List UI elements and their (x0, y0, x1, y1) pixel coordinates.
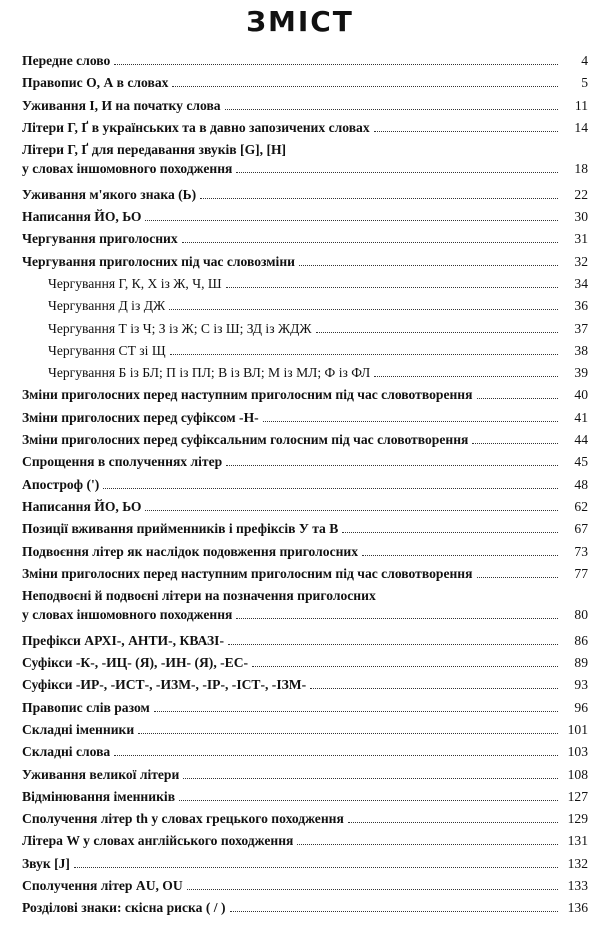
toc-entry-label: Зміни приголосних перед наступним приголосним під час словотворення (22, 387, 473, 403)
toc-entry[interactable] (22, 117, 588, 139)
toc-entry-page: 11 (574, 97, 588, 113)
dot-leader (310, 677, 558, 689)
dot-leader (348, 811, 558, 823)
dot-leader (183, 767, 558, 779)
dot-leader (138, 722, 558, 734)
dot-leader (230, 900, 559, 912)
toc-entry-page: 93 (574, 677, 588, 693)
toc-subentry[interactable] (22, 362, 588, 384)
dot-leader (263, 410, 558, 422)
toc-entry-label: Складні слова (22, 744, 111, 760)
dot-leader (374, 120, 558, 132)
dot-leader (145, 209, 558, 221)
toc-entry-page: 30 (574, 209, 588, 225)
toc-entry[interactable] (22, 853, 588, 875)
toc-entry-page: 136 (567, 900, 588, 916)
dot-leader (477, 566, 559, 578)
toc-entry[interactable] (22, 139, 588, 184)
toc-entry-label-continued: у словах іншомовного походження (22, 161, 233, 177)
toc-entry-page: 133 (567, 877, 588, 893)
toc-entry[interactable] (22, 184, 588, 206)
dot-leader (226, 454, 558, 466)
toc-entry-label: Літера W у словах англійського походження (22, 833, 294, 849)
toc-entry[interactable] (22, 407, 588, 429)
page-title: ЗМІСТ (246, 5, 354, 38)
toc-entry-page: 48 (574, 476, 588, 492)
toc-entry-page: 5 (581, 75, 588, 91)
dot-leader (374, 365, 558, 377)
toc-entry-page: 103 (567, 744, 588, 760)
dot-leader (472, 432, 558, 444)
toc-entry-label: Передне слово (22, 53, 111, 68)
toc-entry-label: Чергування Т із Ч; З із Ж; С із Ш; ЗД із ЖДЖ (48, 320, 312, 336)
toc-entry-label: Правопис О, А в словах (22, 75, 169, 91)
toc-entry-label: Уживання м'якого знака (Ь) (22, 186, 197, 202)
toc-entry[interactable] (22, 697, 588, 719)
toc-entry-label: Спрощення в сполученнях літер (22, 454, 223, 470)
toc-entry-page: 77 (574, 565, 588, 581)
toc-entry-page: 31 (574, 231, 588, 247)
toc-entry-page: 22 (574, 186, 588, 202)
dot-leader (145, 499, 558, 511)
toc-entry-label: Написання ЙО, ЬО (22, 498, 142, 514)
toc-entry-label: Зміни приголосних перед суфіксальним голосним під час словотворення (22, 432, 469, 448)
dot-leader (170, 343, 558, 355)
toc-entry-page: 34 (574, 275, 588, 291)
dot-leader (316, 321, 558, 333)
toc-entry-label: Позиції вживання прийменників і префіксів У та В (22, 521, 339, 537)
toc-entry[interactable] (22, 474, 588, 496)
toc-entry-label: Чергування Б із БЛ; П із ПЛ; В із ВЛ; М із МЛ; Ф із ФЛ (48, 365, 371, 381)
toc-entry[interactable] (22, 719, 588, 741)
toc-entry[interactable] (22, 541, 588, 563)
toc-entry[interactable] (22, 206, 588, 228)
toc-entry[interactable] (22, 630, 588, 652)
toc-entry-page: 62 (574, 498, 588, 514)
toc-entry-label: Звук [J] (22, 855, 70, 871)
toc-subentry[interactable] (22, 273, 588, 295)
toc-entry[interactable] (22, 429, 588, 451)
table-of-contents (22, 50, 588, 920)
toc-entry-label: Подвоєння літер як наслідок подовження приголосних (22, 543, 359, 559)
toc-entry-label: Суфікси -ИР-, -ИСТ-, -ИЗМ-, -ІР-, -ІСТ-, -ІЗМ- (22, 677, 307, 693)
toc-entry[interactable] (22, 585, 588, 630)
dot-leader (252, 655, 558, 667)
toc-entry-page: 32 (574, 253, 588, 269)
toc-entry-page: 101 (567, 721, 588, 737)
toc-entry[interactable] (22, 830, 588, 852)
toc-entry[interactable] (22, 518, 588, 540)
toc-entry[interactable] (22, 875, 588, 897)
dot-leader (74, 856, 558, 868)
dot-leader (342, 521, 558, 533)
toc-entry-label: Чергування приголосних (22, 231, 178, 247)
toc-entry-label: Зміни приголосних перед наступним приголосним під час словотворення (22, 565, 473, 581)
dot-leader (172, 75, 558, 87)
toc-entry[interactable] (22, 652, 588, 674)
dot-leader (477, 387, 559, 399)
toc-entry-label: Складні іменники (22, 721, 135, 737)
toc-entry[interactable] (22, 251, 588, 273)
toc-entry[interactable] (22, 228, 588, 250)
toc-subentry[interactable] (22, 318, 588, 340)
toc-entry-page: 4 (581, 53, 588, 68)
toc-entry-label: Чергування Д із ДЖ (48, 298, 166, 314)
toc-entry-page: 40 (574, 387, 588, 403)
dot-leader (236, 607, 558, 619)
toc-entry-page: 39 (574, 365, 588, 381)
toc-entry-page: 67 (574, 521, 588, 537)
toc-entry-label: Неподвоєні й подвоєні літери на позначення приголосних (22, 588, 376, 604)
toc-subentry[interactable] (22, 295, 588, 317)
toc-entry[interactable] (22, 451, 588, 473)
toc-entry-label: Відмінювання іменників (22, 788, 176, 804)
toc-entry-page: 18 (574, 161, 588, 177)
toc-entry[interactable] (22, 72, 588, 94)
dot-leader (114, 53, 558, 65)
toc-entry-label: Написання ЙО, ЬО (22, 209, 142, 225)
toc-entry[interactable] (22, 563, 588, 585)
toc-entry-label: Уживання великої літери (22, 766, 180, 782)
toc-entry-page: 131 (567, 833, 588, 849)
toc-entry-page: 44 (574, 432, 588, 448)
toc-entry-label: Чергування Г, К, Х із Ж, Ч, Ш (48, 275, 222, 291)
toc-entry[interactable] (22, 95, 588, 117)
toc-entry[interactable] (22, 741, 588, 763)
dot-leader (297, 833, 558, 845)
toc-entry-page: 108 (567, 766, 588, 782)
dot-leader (236, 161, 558, 173)
dot-leader (187, 878, 558, 890)
toc-entry[interactable] (22, 384, 588, 406)
toc-entry-page: 41 (574, 409, 588, 425)
toc-entry-label: Зміни приголосних перед суфіксом -Н- (22, 409, 259, 425)
dot-leader (299, 254, 558, 266)
toc-entry-label: Літери Г, Ґ для передавання звуків [G], [H] (22, 142, 287, 158)
toc-entry-page: 86 (574, 632, 588, 648)
toc-entry-label: Чергування СТ зі Щ (48, 342, 166, 358)
toc-entry[interactable] (22, 786, 588, 808)
dot-leader (362, 544, 558, 556)
toc-subentry[interactable] (22, 340, 588, 362)
toc-entry-page: 80 (574, 607, 588, 623)
dot-leader (114, 744, 558, 756)
toc-entry-page: 45 (574, 454, 588, 470)
toc-entry-page: 38 (574, 342, 588, 358)
toc-entry-page: 36 (574, 298, 588, 314)
toc-entry-page: 96 (574, 699, 588, 715)
toc-entry-label-continued: у словах іншомовного походження (22, 607, 233, 623)
toc-entry-label: Суфікси -К-, -ИЦ- (Я), -ИН- (Я), -ЕС- (22, 655, 249, 671)
toc-entry-label: Чергування приголосних під час словозміни (22, 253, 296, 269)
toc-entry-label: Апостроф (') (22, 476, 100, 492)
dot-leader (200, 187, 558, 199)
toc-entry-page: 37 (574, 320, 588, 336)
toc-entry-page: 127 (567, 788, 588, 804)
dot-leader (225, 98, 558, 110)
toc-entry-page: 132 (567, 855, 588, 871)
toc-entry-page: 129 (567, 811, 588, 827)
dot-leader (226, 276, 558, 288)
toc-entry[interactable] (22, 674, 588, 696)
toc-entry-label: Сполучення літер AU, OU (22, 877, 183, 893)
toc-entry[interactable] (22, 764, 588, 786)
dot-leader (169, 298, 558, 310)
dot-leader (228, 633, 558, 645)
toc-entry-label: Уживання І, И на початку слова (22, 97, 221, 113)
toc-entry-label: Сполучення літер th у словах грецького походження (22, 811, 344, 827)
toc-entry-label: Правопис слів разом (22, 699, 150, 715)
toc-entry-label: Розділові знаки: скісна риска ( / ) (22, 900, 226, 916)
toc-entry-page: 73 (574, 543, 588, 559)
dot-leader (103, 477, 558, 489)
toc-entry-page: 14 (574, 119, 588, 135)
dot-leader (154, 700, 558, 712)
toc-entry-label: Літери Г, Ґ в українських та в давно запозичених словах (22, 119, 370, 135)
dot-leader (179, 789, 558, 801)
toc-entry[interactable] (22, 808, 588, 830)
toc-entry[interactable] (22, 50, 588, 72)
toc-entry[interactable] (22, 897, 588, 919)
dot-leader (182, 231, 558, 243)
toc-entry-label: Префікси АРХІ-, АНТИ-, КВАЗІ- (22, 632, 224, 648)
toc-entry-page: 89 (574, 655, 588, 671)
toc-entry[interactable] (22, 496, 588, 518)
